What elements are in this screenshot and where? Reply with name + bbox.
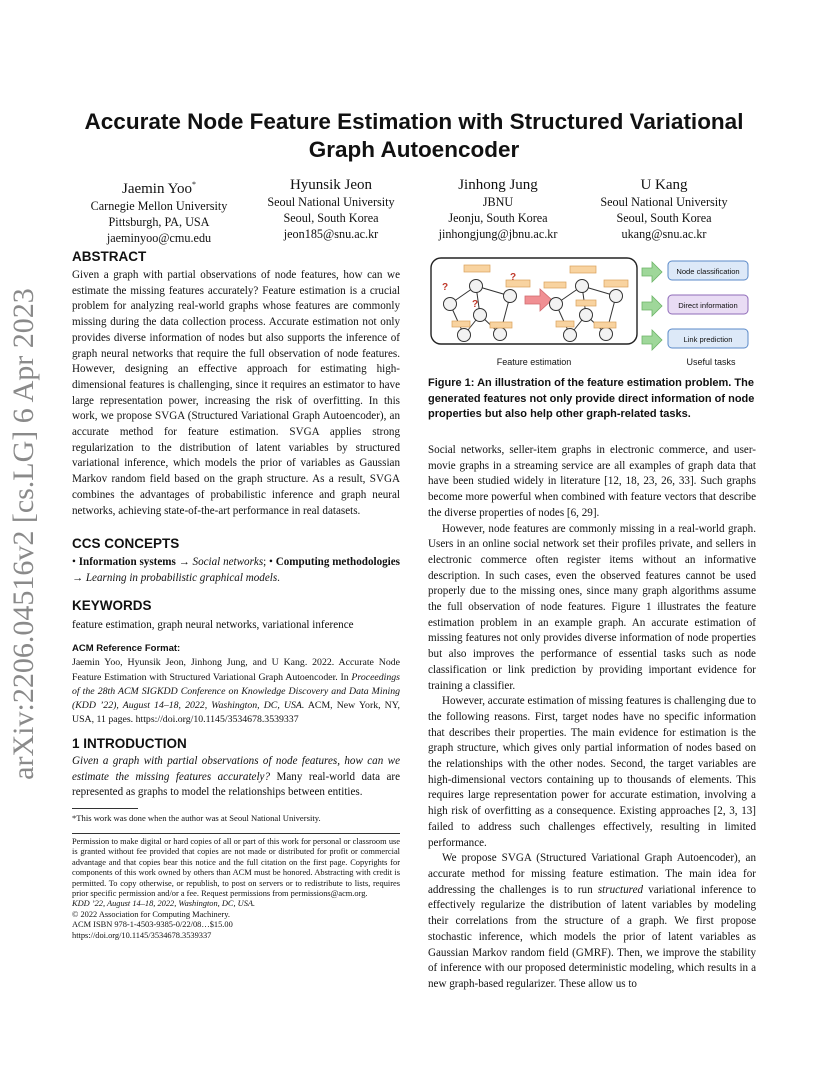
paragraph: However, node features are commonly missing in a real-world graph. Users in an online social network set their profiles private, and sellers in electronic commerce often register items without an informative description. In such cases, even the observed features cannot be used properly due to the missing ones, since many graph algorithms assume the full observation of node features. Figure 1 illustrates the feature estimation problem in an example graph. An accurate estimation of missing features not only provides diverse information of node properties but also improves the performance of essential tasks such as node classification or link prediction by providing important evidence for training a classifier.: [428, 522, 756, 692]
permission-rule: [72, 833, 400, 834]
author-email: jaeminyoo@cmu.edu: [106, 231, 212, 245]
ref-rest: ACM, New York, NY, USA, 11 pages. https://doi.org/10.1145/3534678.3539337: [72, 700, 400, 726]
keywords-heading: KEYWORDS: [72, 598, 152, 613]
author-location: Seoul, South Korea: [616, 211, 712, 225]
separator: ;: [263, 556, 270, 568]
author-name: Hyunsik Jeon: [289, 177, 373, 193]
author-affiliation: Carnegie Mellon University: [90, 199, 228, 213]
emphasis: structured: [597, 883, 644, 896]
introduction-text: [72, 754, 400, 801]
introduction-heading: 1 INTRODUCTION: [72, 736, 187, 751]
author-location: Jeonju, South Korea: [448, 211, 548, 225]
acm-reference: [72, 642, 400, 728]
ccs-term: Computing methodologies: [275, 556, 400, 568]
permission-text: Permission to make digital or hard copies of all or part of this work for personal or classroom use is granted without fee provided that copies are not made or distributed for profit or commercial advantage and that copies bear this notice and the full citation on the first page. Copyrights for components of this work owned by others than ACM must be honored. Abstracting with credit is permitted. To copy otherwise, or republish, to post on servers or to redistribute to lists, requires prior specific permission and/or a fee. Request permissions from permissions@acm.org.: [72, 837, 400, 899]
introduction-section: [72, 736, 400, 801]
author-location: Pittsburgh, PA, USA: [108, 215, 210, 229]
arrow: →: [72, 571, 86, 584]
ccs-heading: CCS CONCEPTS: [72, 536, 180, 551]
arxiv-stamp: arXiv:2206.04516v2 [cs.LG] 6 Apr 2023: [7, 288, 40, 780]
bullet: •: [269, 556, 276, 568]
paragraph: Social networks, seller-item graphs in electronic commerce, and user-movie graphs in a streaming service are all examples of graph data that have been studied widely in literature [12, 18, 23, 26, 33]. Such graphs become more powerful when combined with feature vectors that describe the diverse properties of nodes [6, 29].: [428, 444, 756, 519]
permission-venue: KDD ’22, August 14–18, 2022, Washington, DC, USA.: [72, 899, 256, 909]
graph-nodes-left: [444, 280, 517, 342]
permission-block: [72, 837, 400, 941]
acm-reference-text: [72, 656, 400, 727]
author-email: jinhongjung@jbnu.ac.kr: [438, 227, 558, 241]
right-column-body: [428, 443, 756, 993]
ref-venue: Proceedings of the 28th ACM SIGKDD Conference on Knowledge Discovery and Data Mining (KDD ’22), August 14–18, 2022, Washington, DC, USA.: [72, 671, 400, 712]
task-label: Node classification: [676, 267, 740, 276]
arrow-right-icon: [525, 289, 552, 311]
ccs-section: [72, 536, 400, 586]
ccs-subterm: Learning in probabilistic graphical models: [85, 571, 278, 584]
green-arrows: [642, 262, 662, 350]
author-email: jeon185@snu.ac.kr: [283, 227, 379, 241]
abstract-section: [72, 249, 400, 519]
author-location: Seoul, South Korea: [283, 211, 379, 225]
footnote-rule: [72, 808, 138, 809]
figure-label-left: Feature estimation: [496, 357, 572, 367]
ccs-subterm: Social networks: [192, 556, 264, 568]
keywords-section: [72, 598, 400, 634]
bullet: •: [72, 556, 79, 568]
task-label: Direct information: [678, 301, 738, 310]
task-label: Link prediction: [683, 335, 733, 344]
paragraph: However, accurate estimation of missing features is challenging due to the following reasons. First, target nodes have no specific information that describes their properties. The main evidence for estimation is the graph structure, which gives only partial information of nodes based on the relationships with the other nodes. Second, the target variables are high-dimensional vectors containing up to thousands of elements. This requires large representation power for accurate estimation, involving a high risk of overfitting as a consequence. Existing approaches [2, 3, 13] failed to address such challenges effectively, resulting in limited performance.: [428, 695, 756, 849]
author-name: U Kang: [640, 177, 688, 193]
author-name: Jaemin Yoo: [121, 181, 192, 197]
question-mark: ?: [442, 282, 449, 293]
ccs-term: Information systems: [78, 556, 176, 568]
author-block: [69, 176, 249, 246]
intro-question: Given a graph with partial observations of node features, how can we estimate the missing features accurately?: [72, 755, 400, 783]
intro-rest: Many real-world data are represented as graphs to model the relationships between entities.: [72, 770, 400, 799]
abstract-text: Given a graph with partial observations of node features, how can we estimate the missing features accurately? Feature estimation is a crucial problem for analyzing real-world graphs whose features are commonly missing during the data collection process. Accurate estimation not only provides diverse information of nodes but also supports the inference of graph neural networks that require the full observation of node features. However, designing an effective approach for estimating high-dimensional features is challenging, since it requires an estimator to have large representation power, increasing the risk of overfitting. In this work, we propose SVGA (Structured Variational Graph Autoencoder), an accurate method for feature estimation. SVGA applies strong regularization to the distribution of latent variables by structured variational inference, which models the prior of variables as Gaussian Markov random field based on the graph structure. As a result, SVGA combines the advantages of probabilistic inference and graph neural networks, achieving state-of-the-art performance in real datasets.: [72, 269, 400, 517]
text-run: variational inference to effectively regularize the distribution of latent variables by modeling their correlations from the structure of a graph. We first propose stochastic inference, which models the prior of latent variables as Gaussian Markov random field (GMRF). Then, we improve the stability of inference with our proposed deterministic modeling, which results in a new graph-based regularizer. These allow us to: [428, 883, 756, 990]
author-block: [241, 176, 421, 242]
arrow: →: [175, 556, 193, 568]
abstract-heading: ABSTRACT: [72, 249, 147, 264]
author-mark: *: [192, 180, 196, 189]
permission-isbn: ACM ISBN 978-1-4503-9385-0/22/08…$15.00: [72, 920, 233, 930]
figure-1-illustration: [428, 252, 758, 372]
acm-reference-heading: ACM Reference Format:: [72, 643, 181, 654]
figure-label-right: Useful tasks: [686, 357, 736, 367]
question-mark: ?: [472, 299, 479, 310]
figure-caption: Figure 1: An illustration of the feature estimation problem. The generated features not only provide direct information of node properties but also help other graph-related tasks.: [428, 377, 755, 420]
arrow-right-icon: [642, 262, 662, 282]
arrow-right-icon: [642, 330, 662, 350]
keywords-text: feature estimation, graph neural networks, variational inference: [72, 619, 354, 631]
author-affiliation: Seoul National University: [267, 195, 395, 209]
author-name: Jinhong Jung: [458, 177, 538, 193]
paragraph: [428, 851, 756, 992]
ccs-text: [72, 555, 400, 586]
question-mark: ?: [510, 272, 517, 283]
ref-authors: Jaemin Yoo, Hyunsik Jeon, Jinhong Jung, and U Kang. 2022. Accurate Node Feature Estimation with Structured Variational Graph Autoencoder. In: [72, 657, 400, 683]
period: .: [277, 571, 280, 584]
paper-title: [60, 108, 768, 164]
title-line-1: Accurate Node Feature Estimation with Structured Variational: [84, 109, 744, 134]
title-line-2: Graph Autoencoder: [308, 137, 520, 162]
permission-copyright: © 2022 Association for Computing Machinery.: [72, 909, 230, 919]
permission-doi: https://doi.org/10.1145/3534678.3539337: [72, 930, 212, 940]
text-run: We propose SVGA (Structured Variational Graph Autoencoder), an accurate method for missing feature estimation. The main idea for addressing the challenges is to run: [428, 852, 756, 896]
arrow-right-icon: [642, 296, 662, 316]
author-block: [574, 176, 754, 242]
footnote: *This work was done when the author was at Seoul National University.: [72, 813, 321, 823]
author-affiliation: JBNU: [482, 195, 514, 209]
author-block: [408, 176, 588, 242]
feature-bars-left: [452, 265, 530, 328]
author-affiliation: Seoul National University: [600, 195, 728, 209]
author-email: ukang@snu.ac.kr: [621, 227, 707, 241]
graph-nodes-right: [550, 280, 623, 342]
